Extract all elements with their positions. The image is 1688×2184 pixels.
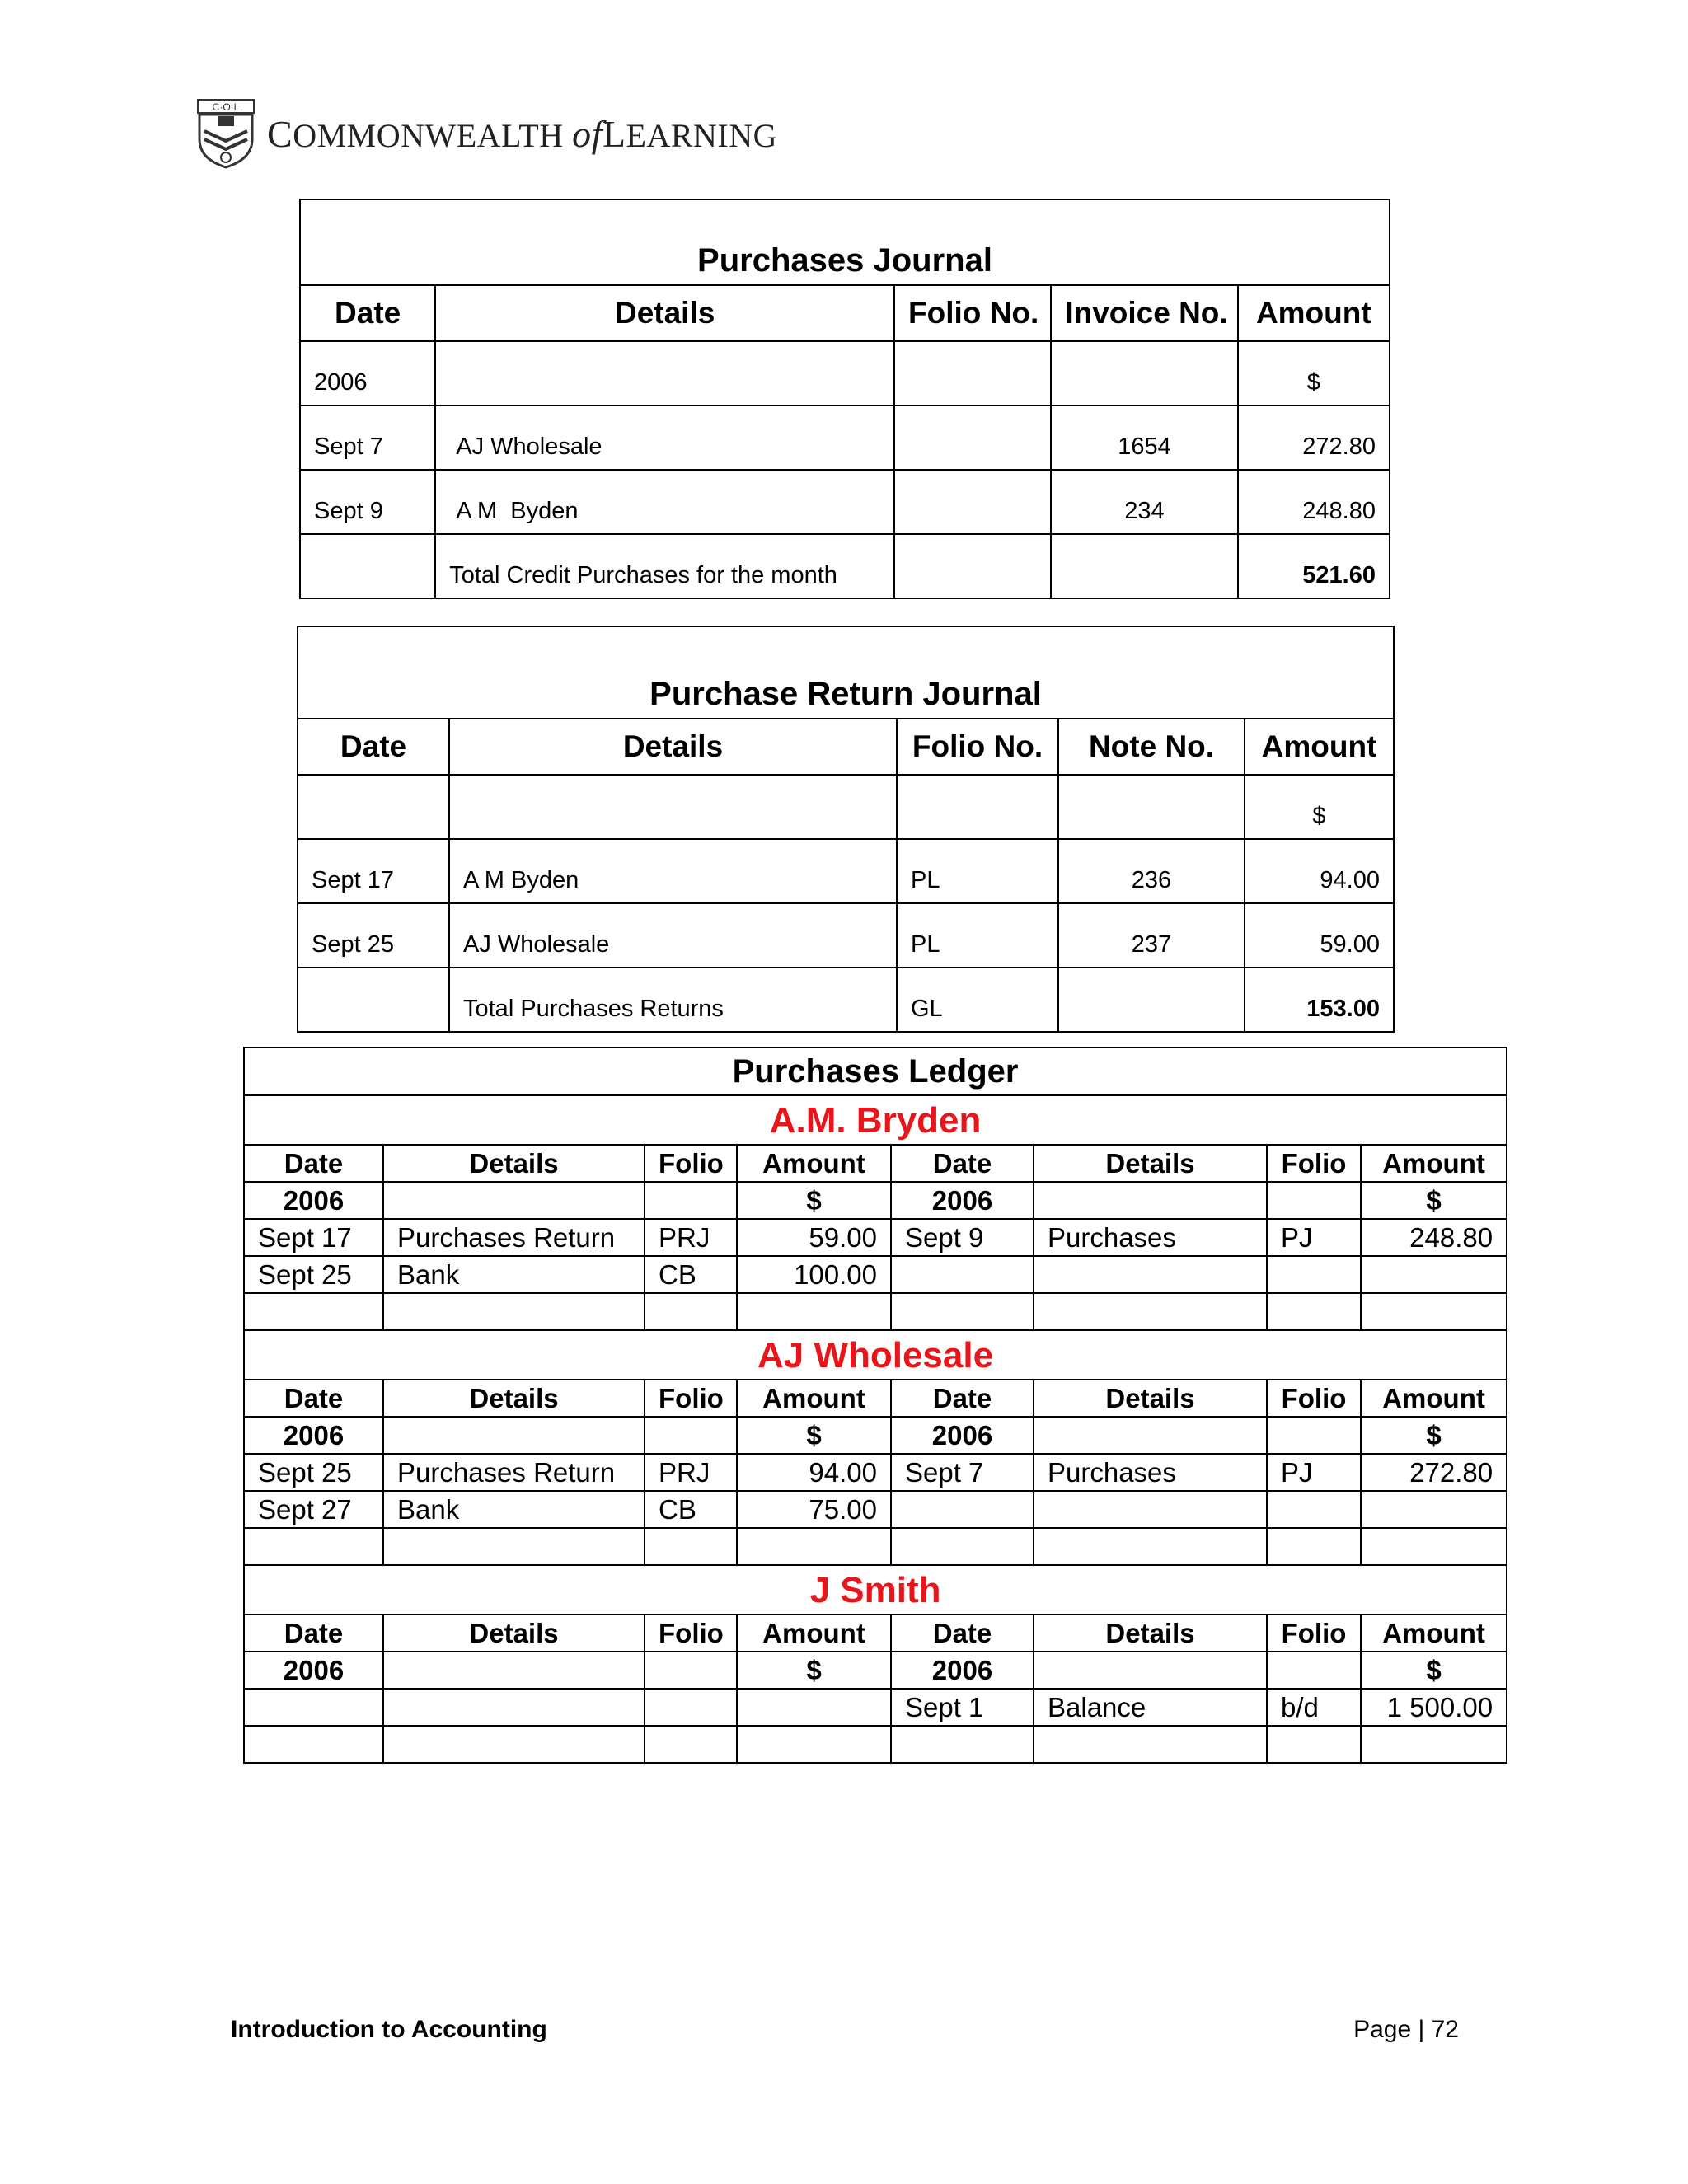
header-details: Details [435, 285, 894, 341]
header-folio: Folio No. [897, 719, 1058, 775]
ledger-cell [1361, 1256, 1507, 1293]
svg-text:C·O·L: C·O·L [212, 101, 240, 113]
ledger-cell [244, 1528, 383, 1565]
ledger-header-details: Details [1034, 1145, 1267, 1182]
purchases-journal-table [299, 199, 1390, 599]
table-row [244, 1689, 1507, 1726]
table-row [300, 405, 1390, 470]
ledger-header-folio: Folio [645, 1380, 737, 1417]
cell-folio: GL [897, 968, 1058, 1032]
ledger-cell [1267, 1293, 1361, 1330]
ledger-cell [1361, 1491, 1507, 1528]
ledger-header-amount: Amount [1361, 1145, 1507, 1182]
cell-invoice [1051, 341, 1237, 405]
header-amount: Amount [1245, 719, 1394, 775]
ledger-cell [1361, 1528, 1507, 1565]
ledger-header-folio: Folio [645, 1615, 737, 1652]
cell-folio [894, 405, 1051, 470]
ledger-year-cell [1034, 1417, 1267, 1454]
ledger-cell: Sept 17 [244, 1219, 383, 1256]
ledger-cell: Sept 27 [244, 1491, 383, 1528]
ledger-year-cell [1267, 1182, 1361, 1219]
ledger-header-date: Date [244, 1380, 383, 1417]
ledger-year-cell: $ [1361, 1182, 1507, 1219]
ledger-year-cell: 2006 [244, 1182, 383, 1219]
header-amount: Amount [1238, 285, 1390, 341]
ledger-header-date: Date [244, 1615, 383, 1652]
ledger-cell: 94.00 [737, 1454, 891, 1491]
ledger-year-cell [383, 1652, 645, 1689]
footer-course-title: Introduction to Accounting [231, 2016, 547, 2043]
ledger-cell: Purchases Return [383, 1454, 645, 1491]
ledger-year-cell [1034, 1182, 1267, 1219]
ledger-cell [1034, 1726, 1267, 1763]
total-row [298, 968, 1394, 1032]
ledger-header-date: Date [891, 1615, 1034, 1652]
cell-folio [894, 470, 1051, 534]
ledger-year-cell: 2006 [891, 1182, 1034, 1219]
cell-note: 236 [1058, 839, 1245, 903]
purchase-return-journal-table [297, 626, 1395, 1033]
ledger-cell [1267, 1256, 1361, 1293]
cell-amount: 272.80 [1238, 405, 1390, 470]
header-note: Note No. [1058, 719, 1245, 775]
cell-details: A M Byden [435, 470, 894, 534]
ledger-cell: 1 500.00 [1361, 1689, 1507, 1726]
table-row [244, 1491, 1507, 1528]
header-details: Details [449, 719, 897, 775]
ledger-cell [383, 1528, 645, 1565]
ledger-header-date: Date [891, 1380, 1034, 1417]
ledger-cell [1361, 1293, 1507, 1330]
cell-date: 2006 [300, 341, 435, 405]
ledger-cell [244, 1293, 383, 1330]
ledger-year-cell [383, 1182, 645, 1219]
ledger-cell: PJ [1267, 1219, 1361, 1256]
ledger-header-folio: Folio [645, 1145, 737, 1182]
cell-details: AJ Wholesale [449, 903, 897, 968]
ledger-header-details: Details [1034, 1615, 1267, 1652]
total-row [300, 534, 1390, 598]
ledger-cell: b/d [1267, 1689, 1361, 1726]
account-name-j-smith: J Smith [244, 1565, 1507, 1615]
cell-amount: 59.00 [1245, 903, 1394, 968]
ledger-cell [1034, 1256, 1267, 1293]
header-date: Date [300, 285, 435, 341]
ledger-cell: Bank [383, 1256, 645, 1293]
ledger-header-details: Details [383, 1145, 645, 1182]
cell-date: Sept 7 [300, 405, 435, 470]
cell-date: Sept 25 [298, 903, 449, 968]
table-row [300, 470, 1390, 534]
table-row [244, 1256, 1507, 1293]
cell-details: A M Byden [449, 839, 897, 903]
ledger-cell: 248.80 [1361, 1219, 1507, 1256]
ledger-year-cell: 2006 [244, 1652, 383, 1689]
ledger-cell [383, 1726, 645, 1763]
cell-note: 237 [1058, 903, 1245, 968]
cell-date [300, 534, 435, 598]
cell-amount: $ [1238, 341, 1390, 405]
ledger-header-folio: Folio [1267, 1615, 1361, 1652]
ledger-cell: PRJ [645, 1454, 737, 1491]
ledger-cell [1267, 1491, 1361, 1528]
table-row [244, 1726, 1507, 1763]
cell-folio [897, 775, 1058, 839]
cell-amount: 248.80 [1238, 470, 1390, 534]
ledger-year-cell: $ [737, 1182, 891, 1219]
purchase-return-journal-title: Purchase Return Journal [298, 626, 1394, 719]
table-row [244, 1293, 1507, 1330]
header-invoice: Invoice No. [1051, 285, 1237, 341]
ledger-cell [645, 1726, 737, 1763]
ledger-header-folio: Folio [1267, 1380, 1361, 1417]
ledger-year-cell: $ [1361, 1417, 1507, 1454]
ledger-header-amount: Amount [1361, 1380, 1507, 1417]
ledger-header-amount: Amount [1361, 1615, 1507, 1652]
ledger-cell: 100.00 [737, 1256, 891, 1293]
ledger-year-cell [1267, 1417, 1361, 1454]
ledger-cell [891, 1256, 1034, 1293]
purchases-journal-title: Purchases Journal [300, 199, 1390, 285]
logo-wordmark: COMMONWEALTH ofLEARNING [267, 112, 778, 155]
table-row [244, 1454, 1507, 1491]
cell-amount: 94.00 [1245, 839, 1394, 903]
commonwealth-of-learning-logo [196, 97, 777, 170]
ledger-cell [737, 1726, 891, 1763]
ledger-cell [244, 1689, 383, 1726]
header-folio: Folio No. [894, 285, 1051, 341]
cell-folio: PL [897, 839, 1058, 903]
ledger-year-cell [383, 1417, 645, 1454]
ledger-year-cell: $ [737, 1417, 891, 1454]
purchases-ledger-title: Purchases Ledger [244, 1047, 1507, 1095]
ledger-year-cell: 2006 [891, 1652, 1034, 1689]
ledger-cell: Balance [1034, 1689, 1267, 1726]
table-row [300, 341, 1390, 405]
cell-note [1058, 968, 1245, 1032]
ledger-header-amount: Amount [737, 1145, 891, 1182]
cell-details [449, 775, 897, 839]
ledger-cell: Sept 1 [891, 1689, 1034, 1726]
ledger-cell: CB [645, 1491, 737, 1528]
ledger-cell: Purchases Return [383, 1219, 645, 1256]
ledger-cell [891, 1491, 1034, 1528]
ledger-cell: 272.80 [1361, 1454, 1507, 1491]
ledger-cell: PRJ [645, 1219, 737, 1256]
ledger-year-cell [645, 1417, 737, 1454]
ledger-year-cell [645, 1652, 737, 1689]
ledger-cell [1034, 1491, 1267, 1528]
account-name-a-m-bryden: A.M. Bryden [244, 1095, 1507, 1145]
ledger-year-cell [1034, 1652, 1267, 1689]
ledger-cell: Sept 9 [891, 1219, 1034, 1256]
ledger-year-cell: 2006 [891, 1417, 1034, 1454]
ledger-cell [383, 1689, 645, 1726]
cell-invoice: 234 [1051, 470, 1237, 534]
cell-date [298, 775, 449, 839]
footer-page-number: Page | 72 [1353, 2016, 1459, 2043]
ledger-cell: Purchases [1034, 1454, 1267, 1491]
cell-details: Total Credit Purchases for the month [435, 534, 894, 598]
ledger-header-amount: Amount [737, 1380, 891, 1417]
cell-note [1058, 775, 1245, 839]
cell-total-amount: 153.00 [1245, 968, 1394, 1032]
cell-invoice [1051, 534, 1237, 598]
ledger-cell [244, 1726, 383, 1763]
header-date: Date [298, 719, 449, 775]
ledger-cell [1267, 1726, 1361, 1763]
ledger-cell: 75.00 [737, 1491, 891, 1528]
account-name-aj-wholesale: AJ Wholesale [244, 1330, 1507, 1380]
table-row [244, 1528, 1507, 1565]
ledger-cell [891, 1528, 1034, 1565]
ledger-cell: Sept 25 [244, 1454, 383, 1491]
table-row [244, 1219, 1507, 1256]
ledger-header-amount: Amount [737, 1615, 891, 1652]
ledger-header-details: Details [383, 1380, 645, 1417]
ledger-cell [645, 1689, 737, 1726]
ledger-header-details: Details [1034, 1380, 1267, 1417]
ledger-cell [891, 1293, 1034, 1330]
ledger-cell [383, 1293, 645, 1330]
ledger-header-date: Date [891, 1145, 1034, 1182]
cell-folio [894, 534, 1051, 598]
ledger-cell [891, 1726, 1034, 1763]
ledger-year-cell [1267, 1652, 1361, 1689]
ledger-year-cell: 2006 [244, 1417, 383, 1454]
ledger-cell [645, 1528, 737, 1565]
purchases-ledger-table [243, 1047, 1507, 1764]
table-row [298, 903, 1394, 968]
ledger-cell [1034, 1293, 1267, 1330]
cell-details [435, 341, 894, 405]
cell-date: Sept 9 [300, 470, 435, 534]
ledger-cell [645, 1293, 737, 1330]
ledger-cell [1267, 1528, 1361, 1565]
ledger-header-date: Date [244, 1145, 383, 1182]
ledger-cell [737, 1528, 891, 1565]
ledger-header-details: Details [383, 1615, 645, 1652]
ledger-cell [737, 1293, 891, 1330]
cell-details: AJ Wholesale [435, 405, 894, 470]
table-row [298, 775, 1394, 839]
cell-date [298, 968, 449, 1032]
cell-folio [894, 341, 1051, 405]
cell-details: Total Purchases Returns [449, 968, 897, 1032]
cell-invoice: 1654 [1051, 405, 1237, 470]
ledger-cell: Sept 7 [891, 1454, 1034, 1491]
col-crest-icon [196, 98, 256, 169]
ledger-cell: PJ [1267, 1454, 1361, 1491]
ledger-year-cell: $ [1361, 1652, 1507, 1689]
ledger-year-cell: $ [737, 1652, 891, 1689]
cell-amount: $ [1245, 775, 1394, 839]
ledger-header-folio: Folio [1267, 1145, 1361, 1182]
ledger-cell: CB [645, 1256, 737, 1293]
ledger-cell [1361, 1726, 1507, 1763]
ledger-cell: Bank [383, 1491, 645, 1528]
ledger-cell: 59.00 [737, 1219, 891, 1256]
ledger-cell: Sept 25 [244, 1256, 383, 1293]
table-row [298, 839, 1394, 903]
cell-total-amount: 521.60 [1238, 534, 1390, 598]
ledger-year-cell [645, 1182, 737, 1219]
ledger-cell [737, 1689, 891, 1726]
cell-date: Sept 17 [298, 839, 449, 903]
ledger-cell [1034, 1528, 1267, 1565]
cell-folio: PL [897, 903, 1058, 968]
ledger-cell: Purchases [1034, 1219, 1267, 1256]
